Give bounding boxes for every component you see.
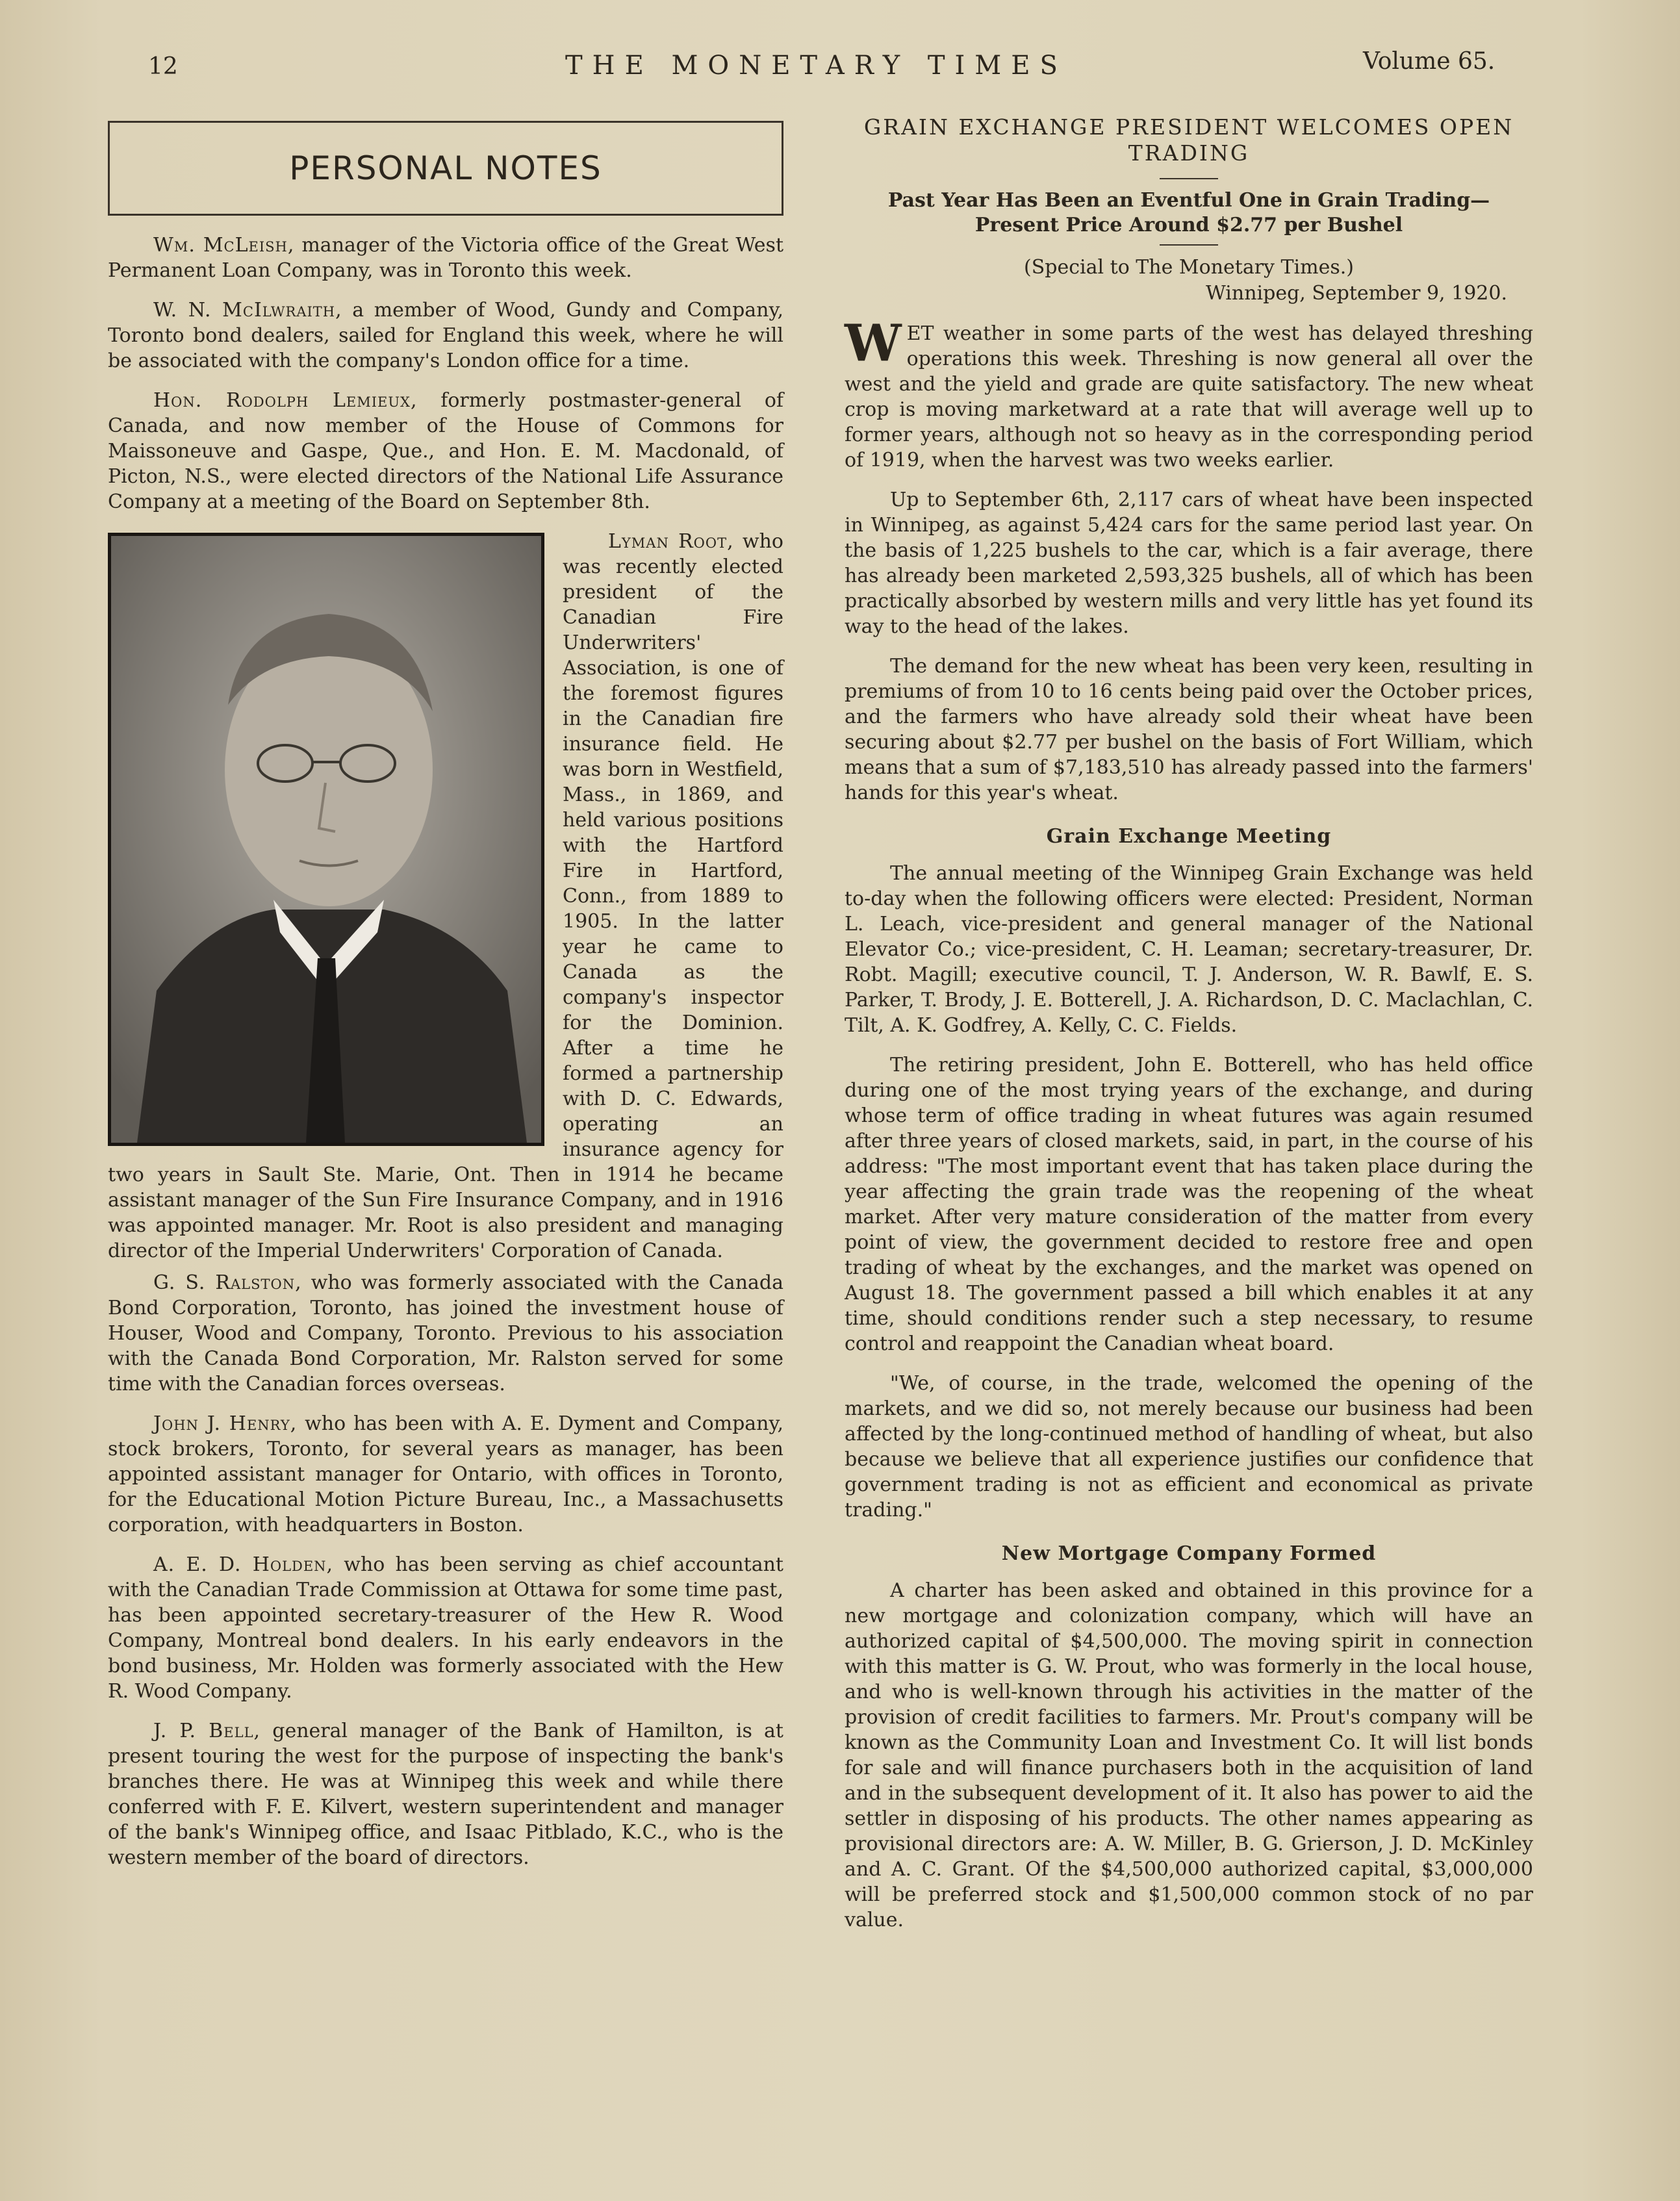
note-name: A. E. D. Holden,: [153, 1553, 334, 1576]
note-text: a member of Wood, Gundy and Company, Toronto bond dealers, sailed for England this week, where he will be associated with the company's London office for a time.: [108, 299, 783, 372]
note-name: J. P. Bell,: [153, 1720, 261, 1742]
article-headline: GRAIN EXCHANGE PRESIDENT WELCOMES OPEN TRADING: [863, 114, 1514, 166]
note-paragraph: [108, 388, 783, 515]
right-column: [845, 114, 1533, 1947]
note-name: Lyman Root,: [608, 530, 734, 553]
section-title-box: [108, 121, 783, 216]
portrait-photo: [108, 533, 544, 1146]
note-paragraph: [108, 1270, 783, 1397]
note-paragraph: [108, 1411, 783, 1538]
note-text: who was recently elected president of the Canadian Fire Underwriters' Association, is one of the foremost figures in the Canadian fire insurance field. He was born in Westfield, Mass., in 1869, and held various positions with the Hartford Fire in Hartford, Conn., from 1889 to 1905. In the latter year he came to Canada as the company's inspector for the Dominion. After a time he formed a partnership with D. C. Edwards, operating an insurance agency for two years in Sault Ste. Marie, Ont. Then in 1914 he became assistant manager of the Sun Fire Insurance Company, and in 1916 was appointed manager. Mr. Root is also president and managing director of the Imperial Underwriters' Corporation of Canada.: [108, 530, 783, 1262]
paragraph-text: ET weather in some parts of the west has delayed threshing operations this week. Threshing is now general all over the west and the yield and grade are quite satisfactory. The new wheat crop is moving marketward at a rate that will average well up to former years, although not so heavy as in the corresponding period of 1919, when the harvest was two weeks earlier.: [845, 322, 1533, 472]
portrait-section: [108, 529, 783, 1270]
note-text: general manager of the Bank of Hamilton, is at present touring the west for the purpose of inspecting the bank's branches there. He was at Winnipeg this week and while there conferred with F. E. Kilvert, western superintendent and manager of the bank's Winnipeg office, and Isaac Pitblado, K.C., who is the western member of the board of directors.: [108, 1720, 783, 1869]
volume-label: Volume 65.: [1363, 48, 1495, 75]
note-text: who has been serving as chief accountant with the Canadian Trade Commission at Ottawa for some time past, has been appointed secretary-treasurer of the Hew R. Wood Company, Montreal bond dealers. In his early endeavors in the bond business, Mr. Holden was formerly associated with the Hew R. Wood Company.: [108, 1553, 783, 1703]
article-paragraph: "We, of course, in the trade, welcomed the opening of the markets, and we did so, not merely because our business had been affected by the long-continued method of handling of wheat, but also because we believe that all experience justifies our confidence that government trading is not as efficient and economical as private trading.": [845, 1372, 1533, 1521]
left-column: [108, 121, 783, 1885]
note-name: G. S. Ralston,: [153, 1271, 302, 1294]
note-name: W. N. McIlwraith,: [153, 299, 342, 322]
section-heading: Grain Exchange Meeting: [1046, 825, 1332, 848]
note-paragraph: [108, 529, 783, 1264]
page-number: 12: [148, 53, 178, 80]
dateline: Winnipeg, September 9, 1920.: [1205, 282, 1507, 305]
article-paragraph: A charter has been asked and obtained in this province for a new mortgage and colonization company, which will have an authorized capital of $4,500,000. The moving spirit in connection with this matter is G. W. Prout, who was formerly in the local house, and who is well-known through his activities in the matter of the provision of credit facilities to farmers. Mr. Prout's company will be known as the Community Loan and Investment Co. It will list bonds for sale and will finance purchasers both in the acquisition of land and in the subsequent development of it. It also has power to aid the settler in disposing of his products. The other names appearing as provisional directors are: A. W. Miller, B. G. Grierson, J. D. McKinley and A. C. Grant. Of the $4,500,000 authorized capital, $3,000,000 will be preferred stock and $1,500,000 common stock of no par value.: [845, 1579, 1533, 1931]
divider: [1160, 178, 1218, 179]
article-paragraph: The demand for the new wheat has been very keen, resulting in premiums of from 10 to 16 cents being paid over the October prices, and the farmers who have already sold their wheat have been securing about $2.77 per bushel on the basis of Fort William, which means that a sum of $7,183,510 has already passed into the farmers' hands for this year's wheat.: [845, 655, 1533, 804]
note-paragraph: [108, 298, 783, 374]
special-credit: (Special to The Monetary Times.): [1024, 256, 1354, 279]
note-text: who was formerly associated with the Canada Bond Corporation, Toronto, has joined the investment house of Houser, Wood and Company, Toronto. Previous to his association with the Canada Bond Corporation, Mr. Ralston served for some time with the Canadian forces overseas.: [108, 1271, 783, 1395]
note-paragraph: [108, 233, 783, 283]
note-paragraph: [108, 1552, 783, 1704]
article-paragraph: Up to September 6th, 2,117 cars of wheat have been inspected in Winnipeg, as against 5,424 cars for the same period last year. On the basis of 1,225 bushels to the car, which is a fair average, there has already been marketed 2,593,325 bushels, all of which has been practically absorbed by western mills and very little has yet found its way to the head of the lakes.: [845, 489, 1533, 638]
note-text: manager of the Victoria office of the Great West Permanent Loan Company, was in Toronto this week.: [108, 234, 783, 282]
note-paragraph: [108, 1718, 783, 1870]
section-heading: New Mortgage Company Formed: [1001, 1542, 1377, 1565]
note-name: Hon. Rodolph Lemieux,: [153, 389, 418, 412]
article-paragraph: [845, 314, 1533, 473]
note-text: who has been with A. E. Dyment and Company, stock brokers, Toronto, for several years as manager, has been appointed assistant manager for Ontario, with offices in Toronto, for the Educational Motion Picture Bureau, Inc., a Massachusetts corporation, with headquarters in Boston.: [108, 1412, 783, 1536]
publication-title: THE MONETARY TIMES: [565, 51, 1067, 81]
article-paragraph: The retiring president, John E. Botterell, who has held office during one of the most trying years of the exchange, and during whose term of office trading in wheat futures was again resumed after three years of closed markets, said, in part, in the course of his address: "The most important event that has taken place during the year affecting the grain trade was the reopening of the wheat market. After very mature consideration of the matter from every point of view, the government decided to restore free and open trading of wheat by the exchanges, and the market was opened on August 18. The government passed a bill which enables it at any time, should conditions render such a step necessary, to resume control and reappoint the Canadian wheat board.: [845, 1054, 1533, 1355]
note-name: John J. Henry,: [153, 1412, 298, 1435]
divider: [1160, 244, 1218, 246]
drop-cap: W: [845, 314, 902, 373]
note-text: formerly postmaster-general of Canada, and now member of the House of Commons for Maissoneuve and Gaspe, Que., and Hon. E. M. Macdonald, of Picton, N.S., were elected directors of the National Life Assurance Company at a meeting of the Board on September 8th.: [108, 389, 784, 513]
article-paragraph: The annual meeting of the Winnipeg Grain Exchange was held to-day when the following officers were elected: President, Norman L. Leach, vice-president and general manager of the National Elevator Co.; vice-president, C. H. Leaman; secretary-treasurer, Dr. Robt. Magill; executive council, T. J. Anderson, W. R. Bawlf, E. S. Parker, T. Brody, J. E. Botterell, J. A. Richardson, D. C. Maclachlan, C. Tilt, A. K. Godfrey, A. Kelly, C. C. Fields.: [845, 862, 1533, 1037]
note-name: Wm. McLeish,: [153, 234, 295, 257]
section-title: PERSONAL NOTES: [289, 149, 602, 187]
article-subhead: Past Year Has Been an Eventful One in Grain Trading— Present Price Around $2.77 per Bushel: [887, 189, 1490, 236]
page-header: [0, 45, 1680, 91]
